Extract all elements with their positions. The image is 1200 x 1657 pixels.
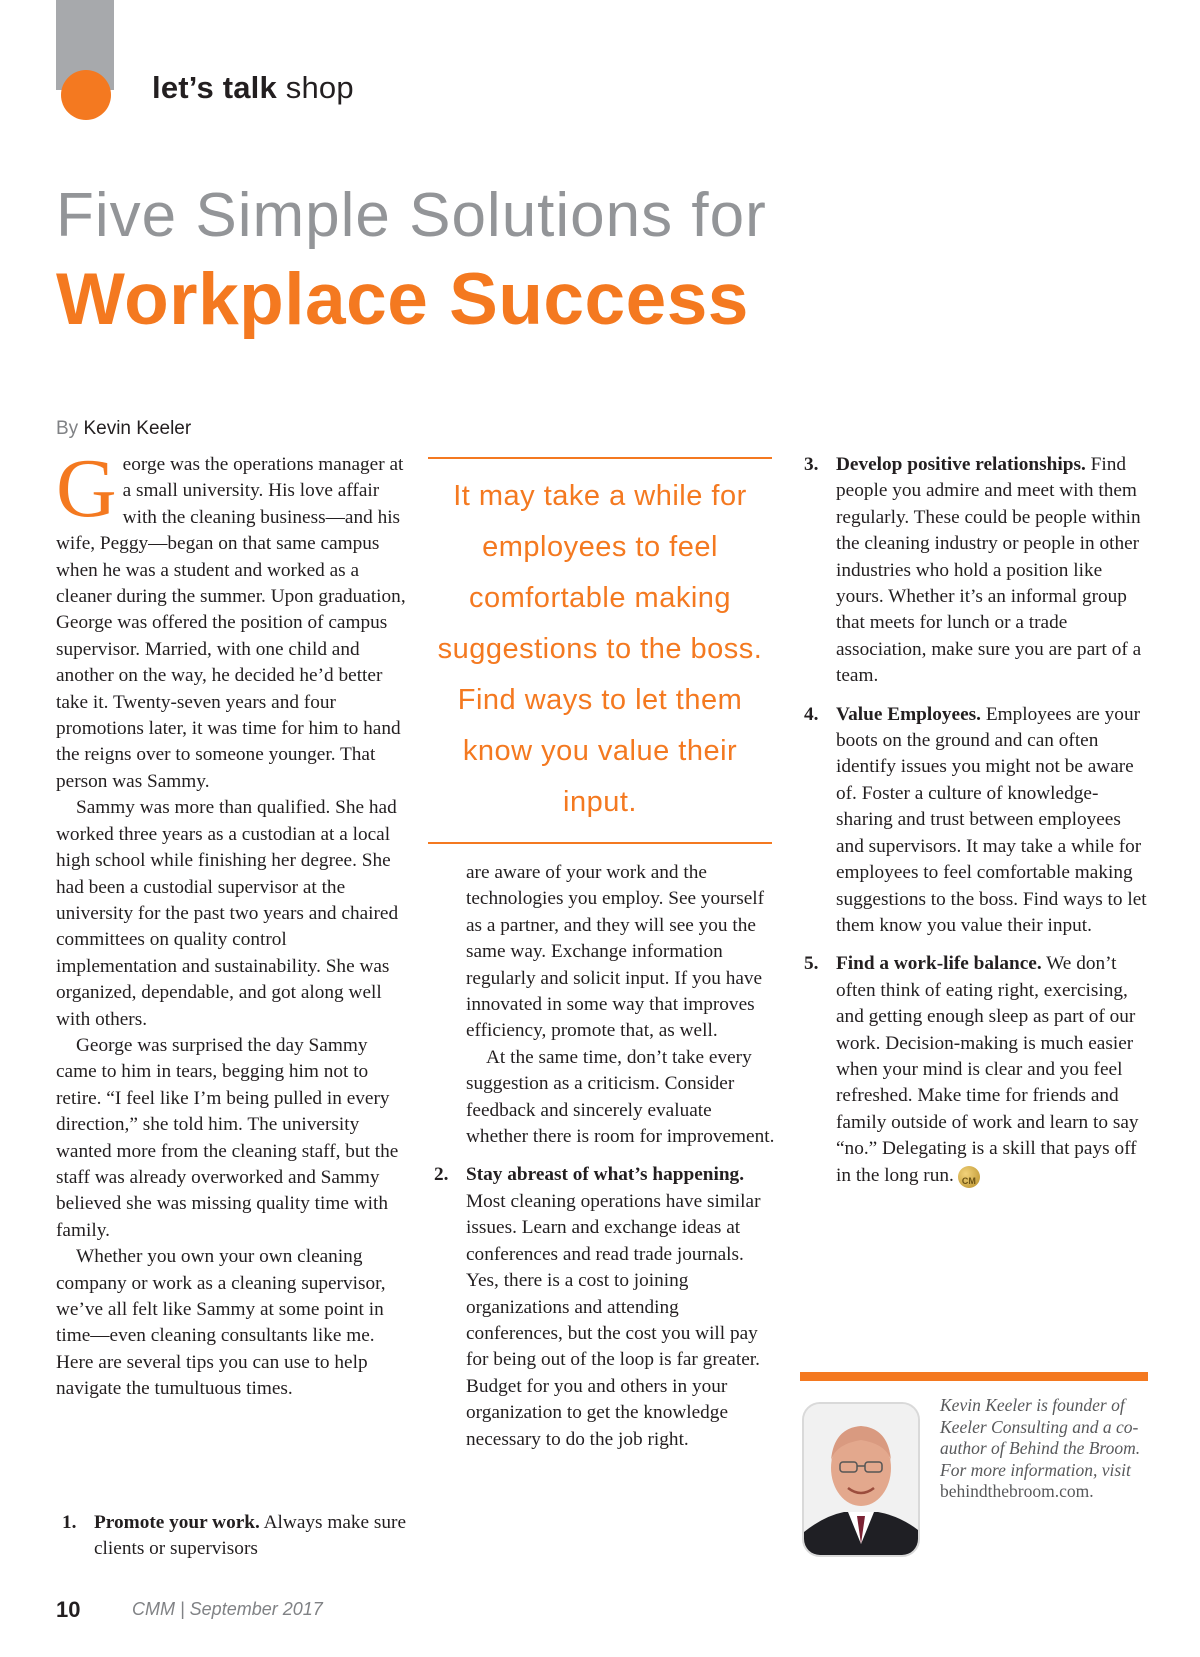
tip-1-continued [428, 860, 778, 1150]
pull-quote [428, 457, 772, 844]
tip-number: 5. [804, 953, 819, 975]
tip-heading: Promote your work. [94, 1512, 260, 1533]
end-mark-text: CM [961, 1175, 976, 1186]
article-column-1 [56, 442, 408, 1403]
article-column-2 [428, 860, 778, 1453]
paragraph: are aware of your work and the technologies you employ. See yourself as a partner, and they will see you the same way. Exchange information regularly and solicit input. If you have innovated in some way that improves efficiency, promote that, as well. [466, 862, 765, 1042]
author-bio [940, 1395, 1148, 1503]
section-tab-dot [61, 70, 111, 120]
page-number: 10 [56, 1597, 81, 1622]
tip-number: 3. [804, 454, 819, 475]
tip-text: Find people you admire and meet with them regularly. These could be people within the cleaning industry or people in other industries who hold a position like yours. Whether it’s an informal group that meets for lunch or a trade association, make sure you are part of a team. [836, 454, 1142, 687]
tip-3 [798, 452, 1148, 690]
paragraph: George was surprised the day Sammy came to him in tears, begging him not to retire. “I feel like I’m being pulled in every direction,” she told him. The university wanted more from the cleaning staff, but the staff was already overworked and Sammy believed she was missing quality time with family. [56, 1034, 399, 1241]
author-photo [802, 1402, 920, 1557]
tip-text: Most cleaning operations have similar issues. Learn and exchange ideas at conferences and read trade journals. Yes, there is a cost to joining organizations and attending conferences, but the cost you will pay for being out of the loop is far greater. Budget for you and others in your organization to get the knowledge necessary to do the job right. [466, 1190, 761, 1450]
tip-number: 4. [804, 703, 819, 725]
tip-heading: Value Employees. [836, 703, 981, 725]
bio-text: Kevin Keeler is founder of Keeler Consulting and a co-author of Behind the Broom. For more information, visit [940, 1395, 1141, 1480]
byline [56, 418, 191, 440]
tip-2 [428, 1162, 778, 1452]
tip-number: 1. [62, 1512, 77, 1533]
tip-heading: Find a work-life balance. [836, 953, 1042, 975]
section-label-light: shop [285, 70, 354, 105]
byline-prefix: By [56, 418, 79, 439]
tip-text: We don’t often think of eating right, exercising, and getting enough sleep as part of our work. Decision-making is much easier when your mind is clear and you feel refreshed. Make time for friends and family outside of work and learn to say “no.” Delegating is a skill that pays off in the long run. [836, 953, 1139, 1186]
pull-quote-text: It may take a while for employees to feel comfortable making suggestions to the boss. Find ways to let them know you value their input. [437, 480, 763, 818]
article-column-3 [798, 452, 1148, 1201]
author-portrait-illustration [804, 1404, 918, 1555]
drop-cap: G [56, 442, 117, 535]
tip-heading: Develop positive relationships. [836, 454, 1086, 475]
byline-author: Kevin Keeler [83, 418, 192, 439]
tip-text: Employees are your boots on the ground and can often identify issues you might not be aware of. Foster a culture of knowledge-sharing and trust between employees and supervisors. It may take a while for employees to feel comfortable making suggestions to the boss. Find ways to let them know you value their input. [836, 703, 1147, 936]
article-title-line1: Five Simple Solutions for [56, 181, 767, 250]
paragraph: Whether you own your own cleaning company or work as a cleaning supervisor, we’ve all felt like Sammy at some point in time—even cleaning consultants like me. Here are several tips you can use to help navigate the tumultuous times. [56, 1246, 386, 1400]
paragraph: Sammy was more than qualified. She had worked three years as a custodian at a local high school while finishing her degree. She had been a custodial supervisor at the university for the past two years and chaired committees on quality control implementation and sustainability. She was organized, dependable, and got along well with others. [56, 797, 399, 1030]
section-label [152, 70, 354, 106]
tip-text: Always make sure clients or supervisors [94, 1512, 407, 1560]
tip-1-start [56, 1510, 408, 1563]
section-label-bold: let’s talk [152, 70, 277, 105]
footer-issue: CMM | September 2017 [132, 1599, 323, 1619]
tip-4 [798, 702, 1148, 940]
tip-heading: Stay abreast of what’s happening. [466, 1164, 745, 1186]
tip-1 [56, 1510, 408, 1563]
article-title-line2: Workplace Success [56, 259, 749, 340]
tip-number: 2. [434, 1164, 449, 1186]
paragraph-text: eorge was the operations manager at a small university. His love affair with the cleaning business—and his wife, Peggy—began on that same campus when he was a student and worked as a cleaner during the summer. Upon graduation, George was offered the position of campus supervisor. Married, with one child and another on the way, he decided he’d better take it. Twenty-seven years and four promotions later, it was time for him to hand the reigns over to someone younger. That person was Sammy. [56, 454, 406, 792]
paragraph: At the same time, don’t take every suggestion as a criticism. Consider feedback and sincerely evaluate whether there is room for improvement. [466, 1046, 775, 1148]
paragraph [56, 442, 408, 795]
end-mark-icon [958, 1166, 980, 1188]
tip-5 [798, 951, 1148, 1189]
bio-link[interactable]: behindthebroom.com. [940, 1481, 1094, 1501]
bio-divider [800, 1372, 1148, 1381]
